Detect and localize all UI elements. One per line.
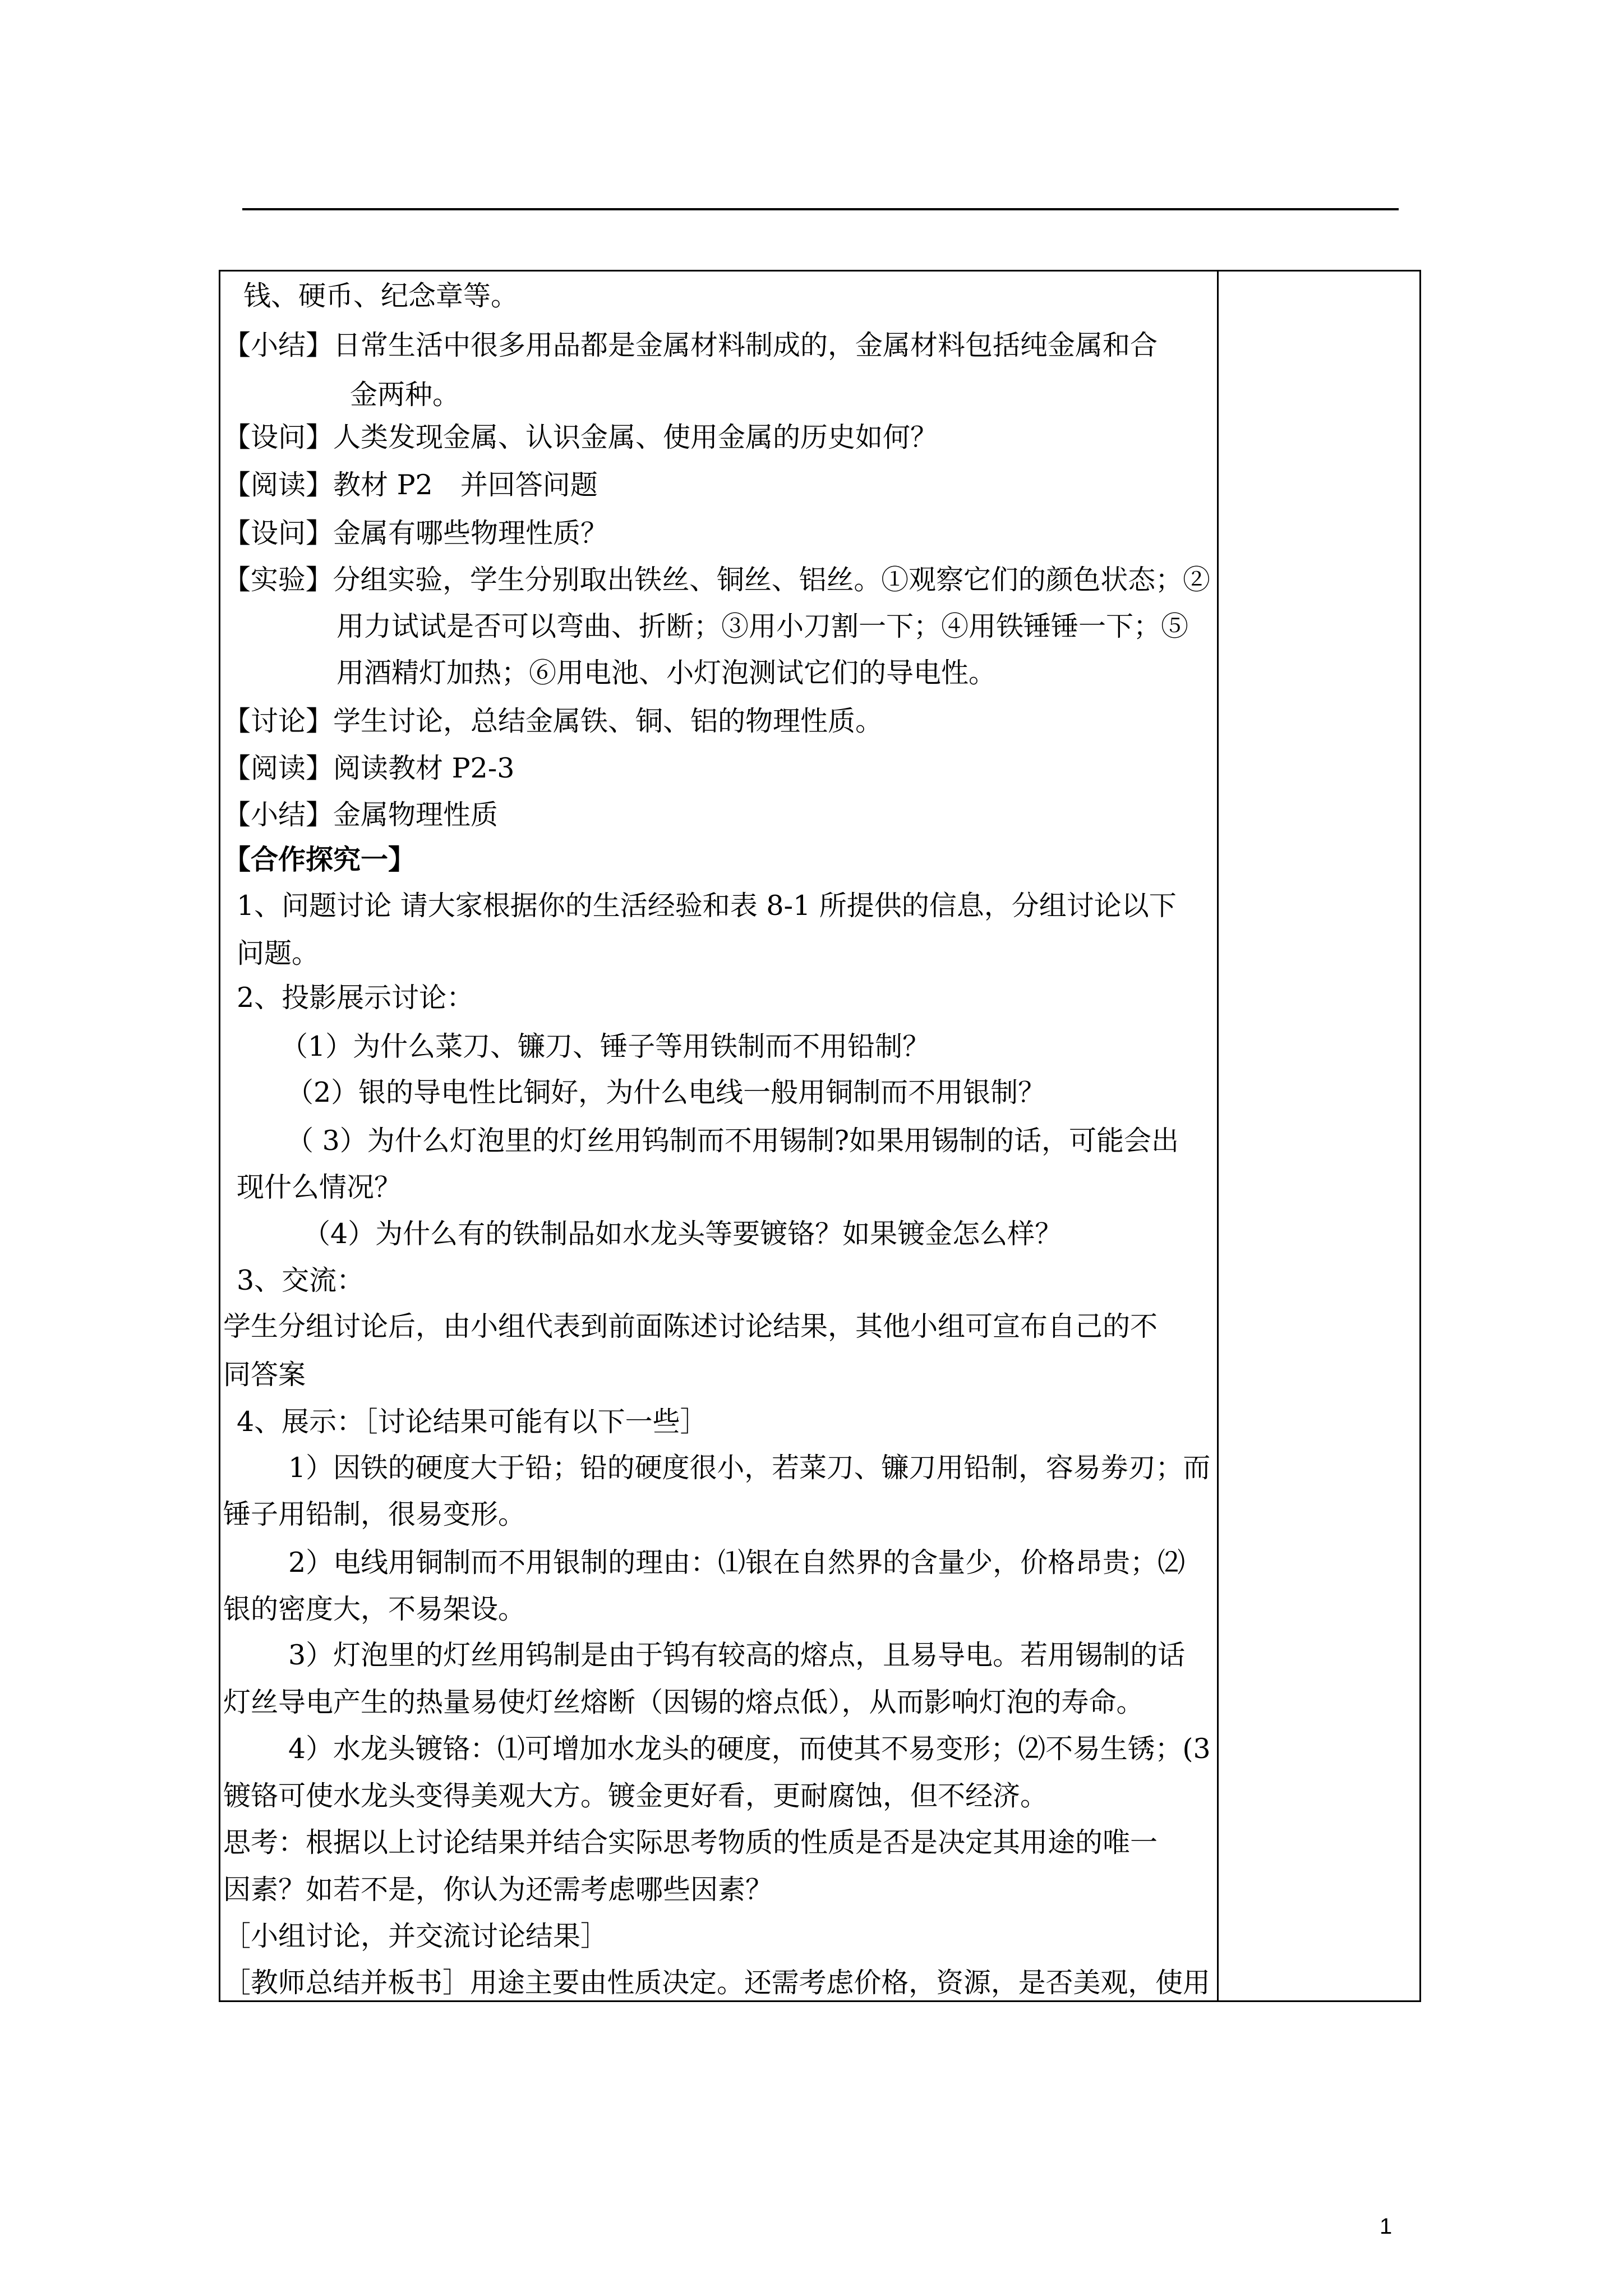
text-line: 问题。 xyxy=(237,937,320,969)
text-line: （2）银的导电性比铜好，为什么电线一般用铜制而不用银制？ xyxy=(286,1076,1046,1108)
text-line: 因素？如若不是，你认为还需考虑哪些因素？ xyxy=(223,1874,773,1906)
text-line: 【设问】金属有哪些物理性质？ xyxy=(223,517,608,549)
section-heading: 【合作探究一】 xyxy=(223,843,416,876)
text-line: 【设问】人类发现金属、认识金属、使用金属的历史如何？ xyxy=(223,421,938,453)
text-line: 用力试试是否可以弯曲、折断；③用小刀割一下；④用铁锤锤一下；⑤ xyxy=(336,610,1189,642)
text-line: 学生分组讨论后，由小组代表到前面陈述讨论结果，其他小组可宣布自己的不 xyxy=(223,1310,1158,1342)
text-line: 【阅读】阅读教材 P2-3 xyxy=(223,752,515,784)
text-line: 【小结】日常生活中很多用品都是金属材料制成的，金属材料包括纯金属和合 xyxy=(223,329,1158,361)
text-line: 灯丝导电产生的热量易使灯丝熔断（因锡的熔点低），从而影响灯泡的寿命。 xyxy=(223,1686,1144,1718)
text-line: 同答案 xyxy=(223,1359,306,1391)
text-line: 4）水龙头镀铬：⑴可增加水龙头的硬度，而使其不易变形；⑵不易生锈；(3 xyxy=(288,1733,1211,1765)
text-line: 用酒精灯加热；⑥用电池、小灯泡测试它们的导电性。 xyxy=(336,657,997,689)
text-line: 镀铬可使水龙头变得美观大方。镀金更好看，更耐腐蚀，但不经济。 xyxy=(223,1780,1048,1812)
text-line: 2、投影展示讨论： xyxy=(237,982,474,1014)
text-line: 1）因铁的硬度大于铅；铅的硬度很小，若菜刀、镰刀用铅制，容易劵刃；而 xyxy=(288,1452,1211,1484)
text-line: 锤子用铅制，很易变形。 xyxy=(223,1498,526,1530)
table-column-divider xyxy=(1217,270,1219,2002)
text-line: ［教师总结并板书］用途主要由性质决定。还需考虑价格，资源，是否美观，使用 xyxy=(223,1967,1210,1999)
text-line: 1、问题讨论 请大家根据你的生活经验和表 8-1 所提供的信息，分组讨论以下 xyxy=(237,890,1177,922)
text-line: 思考：根据以上讨论结果并结合实际思考物质的性质是否是决定其用途的唯一 xyxy=(223,1826,1158,1858)
text-line: （4）为什么有的铁制品如水龙头等要镀铬？如果镀金怎么样？ xyxy=(303,1218,1063,1250)
text-line: 4、展示：［讨论结果可能有以下一些］ xyxy=(237,1406,708,1438)
text-line: 钱、硬币、纪念章等。 xyxy=(243,280,519,312)
text-line: 3）灯泡里的灯丝用钨制是由于钨有较高的熔点，且易导电。若用锡制的话 xyxy=(288,1639,1186,1671)
text-line: 现什么情况？ xyxy=(237,1171,402,1203)
text-line: 2）电线用铜制而不用银制的理由：⑴银在自然界的含量少，价格昂贵；⑵ xyxy=(288,1547,1186,1579)
text-line: 【小结】金属物理性质 xyxy=(223,799,499,831)
text-line: 【讨论】学生讨论，总结金属铁、铜、铝的物理性质。 xyxy=(223,705,883,737)
text-line: （ 3）为什么灯泡里的灯丝用钨制而不用锡制?如果用锡制的话，可能会出 xyxy=(286,1125,1179,1157)
text-line: （1）为什么菜刀、镰刀、锤子等用铁制而不用铅制？ xyxy=(280,1030,930,1062)
text-line: ［小组讨论，并交流讨论结果］ xyxy=(223,1920,608,1952)
header-rule xyxy=(242,208,1399,210)
text-line: 【阅读】教材 P2 并回答问题 xyxy=(223,469,598,501)
text-line: 金两种。 xyxy=(350,379,460,411)
page-number: 1 xyxy=(1380,2214,1393,2239)
text-line: 3、交流： xyxy=(237,1264,365,1296)
text-line: 银的密度大，不易架设。 xyxy=(223,1593,526,1625)
text-line: 【实验】分组实验，学生分别取出铁丝、铜丝、铝丝。①观察它们的颜色状态；② xyxy=(223,564,1210,596)
